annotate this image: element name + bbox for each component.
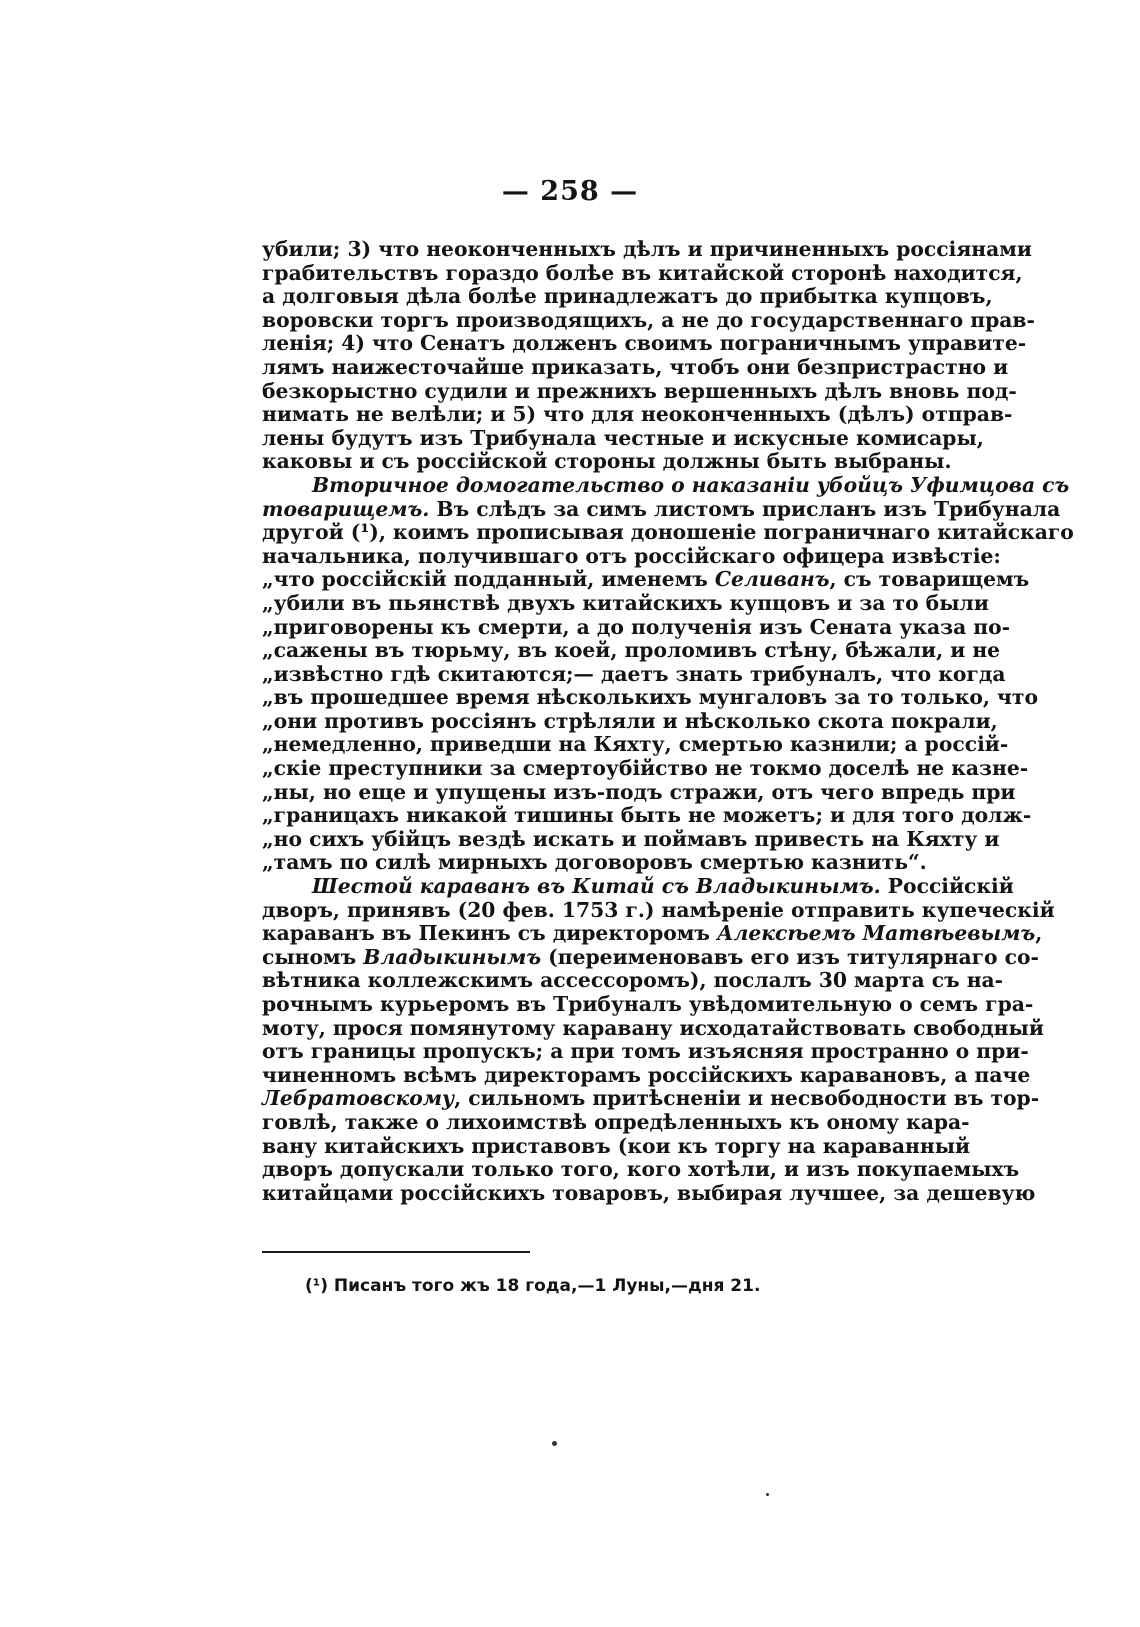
text-segment: ленія; 4) что Сенатъ долженъ своимъ пограничнымъ управите-: [262, 331, 1027, 356]
text-line: [262, 1015, 1044, 1041]
text-segment: моту, прося помянутому каравану исходатайствовать свободный: [262, 1015, 1044, 1040]
text-segment: отъ границы пропускъ; а при томъ изъясняя пространно о при-: [262, 1039, 1029, 1064]
text-segment: дворъ допускали только того, кого хотѣли, и изъ покупаемыхъ: [262, 1157, 1020, 1182]
text-line: [262, 260, 1023, 286]
footnote: (¹) Писанъ того жъ 18 года,—1 Луны,—дня 21.: [305, 1276, 761, 1296]
text-segment: , сильномъ притѣсненіи и несвободности въ тор-: [454, 1086, 1040, 1111]
footnote-rule: [262, 1251, 530, 1253]
italic-segment: Алексѣемъ Матвѣевымъ: [717, 921, 1036, 946]
text-line: [262, 1133, 971, 1159]
text-line: [262, 496, 1061, 522]
italic-segment: товарищемъ.: [262, 496, 430, 521]
print-speck: [552, 1441, 557, 1446]
text-segment: „убили въ пьянствѣ двухъ китайскихъ купцовъ и за то были: [262, 590, 989, 615]
text-segment: начальника, получившаго отъ россійскаго офицера извѣстіе:: [262, 543, 1001, 568]
text-line: [262, 1157, 1020, 1182]
text-line: [262, 614, 1011, 640]
text-segment: „извѣстно гдѣ скитаются;— даетъ знать трибуналъ, что когда: [262, 661, 1006, 686]
body-text: [262, 237, 1074, 1205]
text-segment: чиненномъ всѣмъ директорамъ россійскихъ каравановъ, а паче: [262, 1062, 1031, 1087]
italic-segment: Вторичное домогательство о наказаніи убойцъ Уфимцова съ: [312, 472, 1070, 497]
text-segment: вѣтника коллежскимъ ассессоромъ), послалъ 30 марта съ на-: [262, 968, 1004, 993]
text-segment: нимать не велѣли; и 5) что для неоконченныхъ (дѣлъ) отправ-: [262, 402, 1013, 427]
text-line: [262, 590, 989, 616]
text-segment: „скіе преступники за смертоубійство не токмо доселѣ не казне-: [262, 756, 1029, 781]
text-segment: „границахъ никакой тишины быть не можетъ; и для того долж-: [262, 803, 1032, 828]
text-line: [262, 1062, 1031, 1088]
text-line: [262, 921, 1043, 946]
text-segment: „въ прошедшее время нѣсколькихъ мунгаловъ за то только, что: [262, 685, 1038, 710]
text-segment: китайцами россійскихъ товаровъ, выбирая лучшее, за дешевую: [262, 1180, 1036, 1205]
text-line: [262, 284, 993, 309]
text-line: [262, 638, 1001, 663]
text-line: [262, 402, 1013, 427]
text-line: [262, 425, 984, 451]
text-segment: рочнымъ курьеромъ въ Трибуналъ увѣдомительную о семъ гра-: [262, 992, 1034, 1016]
text-line: [262, 307, 1035, 333]
text-line: [262, 968, 1004, 993]
text-segment: Россійскій: [880, 874, 1014, 899]
text-line: [262, 567, 1030, 592]
text-segment: (переименовавъ его изъ титулярнаго со-: [541, 944, 1039, 969]
text-segment: караванъ въ Пекинъ съ директоромъ: [262, 921, 718, 946]
text-segment: безкорыстно судили и прежнихъ вершенныхъ дѣлъ вновь под-: [262, 378, 1017, 403]
text-segment: каковы и съ россійской стороны должны быть выбраны.: [262, 449, 952, 474]
text-segment: лены будутъ изъ Трибунала честные и искусные комисары,: [262, 425, 984, 450]
text-line: [262, 756, 1029, 781]
text-segment: убили; 3) что неоконченныхъ дѣлъ и причиненныхъ россіянами: [262, 237, 1032, 261]
text-segment: вану китайскихъ приставовъ (кои къ торгу на караванный: [262, 1133, 971, 1158]
text-segment: , съ товарищемъ: [829, 567, 1030, 592]
page-number: — 258 —: [501, 176, 639, 207]
text-segment: „сажены въ тюрьму, въ коей, проломивъ стѣну, бѣжали, и не: [262, 638, 1001, 663]
text-line: [262, 661, 1006, 687]
text-line: [262, 685, 1038, 710]
text-segment: дворъ, принявъ (20 фев. 1753 г.) намѣреніе отправить купеческій: [262, 897, 1055, 922]
text-line: [262, 826, 1000, 852]
text-line: [262, 803, 1032, 828]
text-line: [262, 237, 1032, 262]
italic-segment: Владыкинымъ: [363, 944, 542, 969]
text-line: [262, 331, 1027, 356]
text-segment: „они противъ россіянъ стрѣляли и нѣсколько скота покрали,: [262, 708, 998, 733]
text-line: [262, 779, 1016, 805]
text-line: [262, 449, 952, 474]
text-line: [262, 944, 1039, 970]
text-line: [262, 1109, 970, 1135]
text-line: [262, 1039, 1029, 1064]
text-segment: „приговорены къ смерти, а до полученія изъ Сената указа по-: [262, 614, 1011, 639]
text-line: [262, 708, 998, 734]
text-segment: грабительствъ гораздо болѣе въ китайской сторонѣ находится,: [262, 260, 1023, 285]
print-speck: [766, 1493, 769, 1496]
text-line: [262, 378, 1017, 404]
text-line: [262, 874, 1014, 899]
text-segment: Въ слѣдъ за симъ листомъ присланъ изъ Трибунала: [429, 496, 1061, 521]
text-line: [262, 851, 927, 875]
text-line: [262, 1180, 1036, 1206]
text-line: [262, 543, 1001, 569]
text-line: [262, 897, 1055, 923]
text-line: [262, 354, 1009, 380]
text-segment: „ны, но еще и упущены изъ-подъ стражи, отъ чего впредь при: [262, 779, 1016, 804]
text-segment: сыномъ: [262, 944, 364, 969]
italic-segment: Лебратовскому: [262, 1086, 455, 1111]
text-line: [262, 520, 1074, 545]
text-line: [262, 472, 1070, 498]
text-segment: воровски торгъ производящихъ, а не до государственнаго прав-: [262, 307, 1035, 332]
text-segment: „тамъ по силѣ мирныхъ договоровъ смертью казнить“.: [262, 850, 927, 875]
text-segment: „немедленно, приведши на Кяхту, смертью казнили; а россій-: [262, 732, 1009, 757]
text-line: [262, 1086, 1040, 1111]
text-segment: ,: [1035, 921, 1043, 946]
text-segment: „но сихъ убійцъ вездѣ искать и поймавъ привесть на Кяхту и: [262, 826, 1000, 851]
text-line: [262, 732, 1009, 757]
italic-segment: Шестой караванъ въ Китай съ Владыкинымъ.: [312, 874, 881, 899]
text-segment: другой (¹), коимъ прописывая доношеніе пограничнаго китайскаго: [262, 520, 1074, 545]
text-segment: „что россійскій подданный, именемъ: [262, 567, 715, 592]
text-segment: лямъ наижесточайше приказать, чтобъ они безпристрастно и: [262, 354, 1009, 379]
italic-segment: Селиванъ: [714, 567, 830, 592]
text-segment: а долговыя дѣла болѣе принадлежатъ до прибытка купцовъ,: [262, 284, 993, 309]
text-line: [262, 992, 1034, 1017]
text-segment: говлѣ, также о лихоимствѣ опредѣленныхъ къ оному кара-: [262, 1109, 970, 1134]
